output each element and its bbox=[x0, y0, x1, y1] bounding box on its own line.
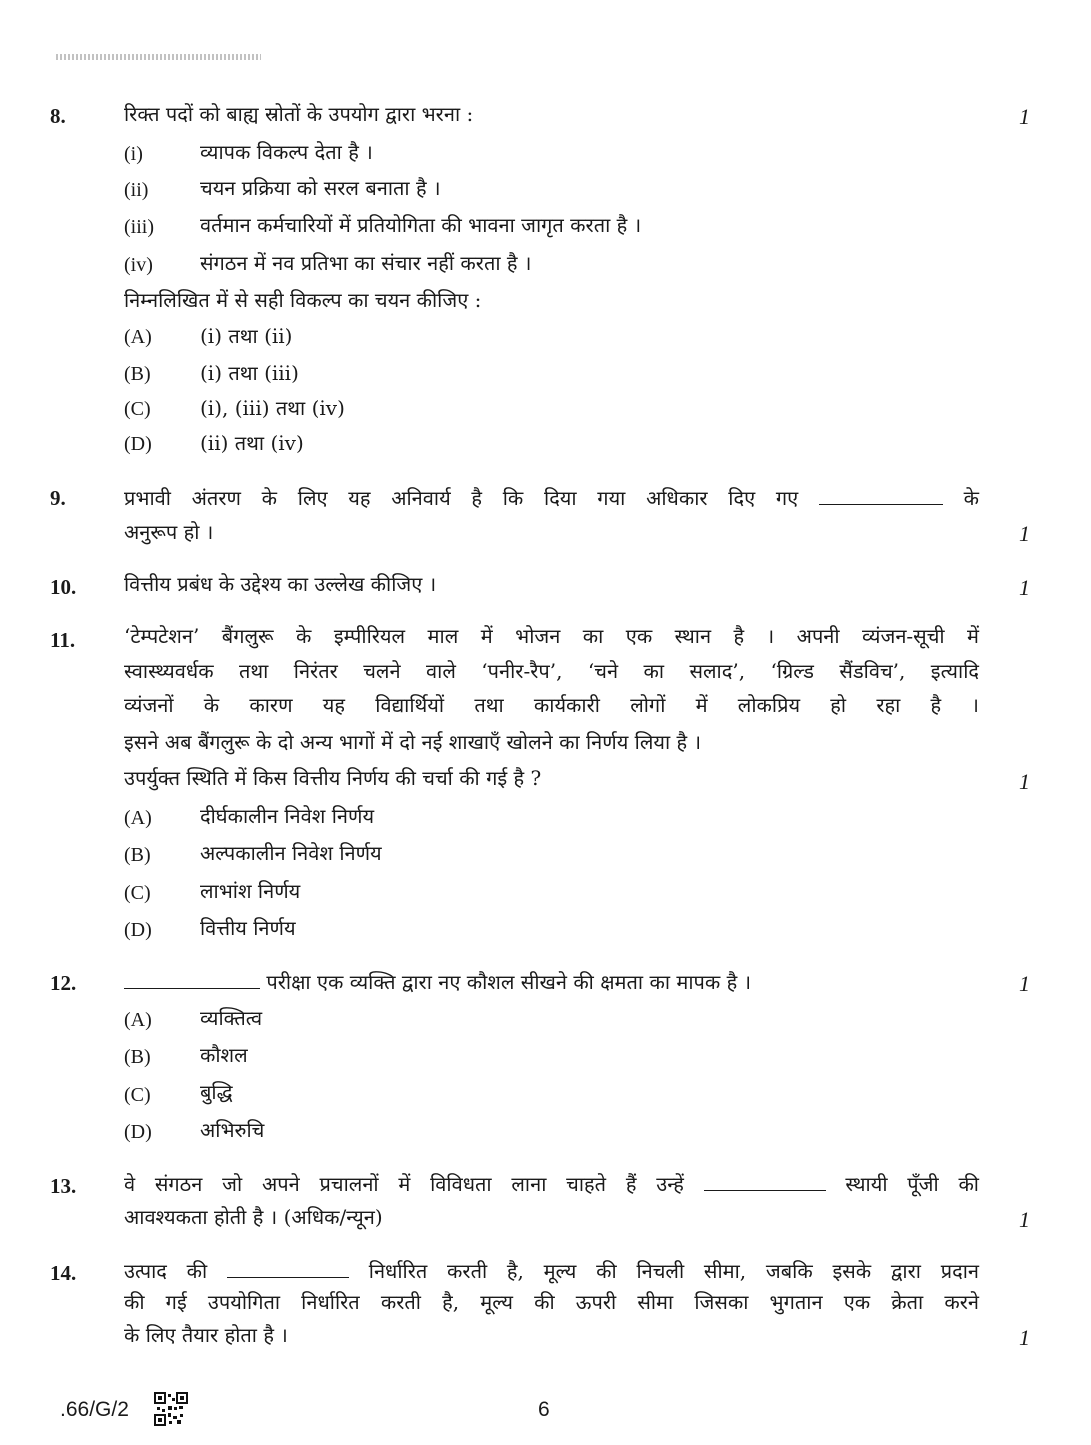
option-text: (i) तथा (ii) bbox=[200, 324, 293, 348]
question-9-text-b: के bbox=[963, 486, 980, 510]
option-label: (B) bbox=[124, 1046, 151, 1068]
option-label: (A) bbox=[124, 326, 152, 348]
fill-in-blank bbox=[124, 970, 260, 989]
question-11-line-2: स्वास्थ्यवर्धक तथा निरंतर चलने वाले ‘पनीर-रैप’, ‘चने का सलाद’, ‘ग्रिल्ड सैंडविच’, इत्यादि bbox=[124, 659, 979, 683]
question-10-number: 10. bbox=[50, 575, 77, 599]
question-13-text-b: स्थायी पूँजी की bbox=[845, 1172, 979, 1196]
question-12-marks: 1 bbox=[1019, 971, 1030, 996]
option-label: (A) bbox=[124, 807, 152, 829]
option-text: (i), (iii) तथा (iv) bbox=[200, 396, 345, 420]
option-text: (ii) तथा (iv) bbox=[200, 431, 304, 455]
question-13-line-1 bbox=[124, 1172, 979, 1194]
question-13-text-a: वे संगठन जो अपने प्रचालनों में विविधता लाना चाहते हैं उन्हें bbox=[124, 1172, 684, 1196]
fill-in-blank bbox=[819, 486, 943, 505]
statement-label: (ii) bbox=[124, 179, 149, 201]
question-13-marks: 1 bbox=[1019, 1207, 1030, 1232]
question-11-question: उपर्युक्त स्थिति में किस वित्तीय निर्णय की चर्चा की गई है ? bbox=[124, 766, 542, 790]
option-text: (i) तथा (iii) bbox=[200, 361, 299, 385]
question-9-number: 9. bbox=[50, 486, 66, 510]
option-label: (B) bbox=[124, 844, 151, 866]
question-10-marks: 1 bbox=[1019, 575, 1030, 600]
question-12-number: 12. bbox=[50, 971, 77, 995]
option-text: व्यक्तित्व bbox=[200, 1006, 263, 1030]
statement-text: व्यापक विकल्प देता है । bbox=[200, 140, 373, 164]
question-8-number: 8. bbox=[50, 104, 66, 128]
header-barcode-strip bbox=[56, 54, 261, 60]
question-14-marks: 1 bbox=[1019, 1325, 1030, 1350]
option-text: अभिरुचि bbox=[200, 1118, 265, 1142]
statement-text: संगठन में नव प्रतिभा का संचार नहीं करता है । bbox=[200, 251, 532, 275]
question-14-text-a: उत्पाद की bbox=[124, 1259, 208, 1283]
question-9-line-1 bbox=[124, 486, 979, 508]
question-11-line-3: व्यंजनों के कारण यह विद्यार्थियों तथा कार्यकारी लोगों में लोकप्रिय हो रहा है । bbox=[124, 693, 979, 717]
question-11-marks: 1 bbox=[1019, 769, 1030, 794]
statement-label: (i) bbox=[124, 143, 143, 165]
statement-label: (iv) bbox=[124, 254, 153, 276]
question-8-text: रिक्त पदों को बाह्य स्रोतों के उपयोग द्वारा भरना : bbox=[124, 102, 474, 126]
question-14-line-2: की गई उपयोगिता निर्धारित करती है, मूल्य की ऊपरी सीमा जिसका भुगतान एक क्रेता करने bbox=[124, 1290, 979, 1314]
question-8-marks: 1 bbox=[1019, 104, 1030, 129]
question-10-text: वित्तीय प्रबंध के उद्देश्य का उल्लेख कीजिए । bbox=[124, 572, 437, 596]
question-9-marks: 1 bbox=[1019, 521, 1030, 546]
fill-in-blank bbox=[227, 1259, 349, 1278]
question-14-text-b: निर्धारित करती है, मूल्य की निचली सीमा, जबकि इसके द्वारा प्रदान bbox=[368, 1259, 979, 1283]
question-12-line bbox=[124, 970, 751, 992]
statement-text: वर्तमान कर्मचारियों में प्रतियोगिता की भावना जागृत करता है । bbox=[200, 213, 642, 237]
question-8-instruction: निम्नलिखित में से सही विकल्प का चयन कीजिए : bbox=[124, 288, 482, 312]
question-14-number: 14. bbox=[50, 1261, 77, 1285]
question-13-line-2: आवश्यकता होती है । (अधिक/न्यून) bbox=[124, 1205, 383, 1229]
paper-code: .66/G/2 bbox=[60, 1398, 129, 1421]
question-9-line-2: अनुरूप हो । bbox=[124, 520, 214, 544]
fill-in-blank bbox=[704, 1172, 826, 1191]
option-label: (C) bbox=[124, 1084, 151, 1106]
option-label: (D) bbox=[124, 433, 152, 455]
option-text: वित्तीय निर्णय bbox=[200, 916, 296, 940]
statement-text: चयन प्रक्रिया को सरल बनाता है । bbox=[200, 176, 441, 200]
option-label: (B) bbox=[124, 363, 151, 385]
question-12-text: परीक्षा एक व्यक्ति द्वारा नए कौशल सीखने की क्षमता का मापक है । bbox=[266, 970, 752, 994]
question-11-number: 11. bbox=[50, 628, 76, 652]
page-number: 6 bbox=[538, 1398, 550, 1421]
question-14-line-1 bbox=[124, 1259, 979, 1281]
question-13-number: 13. bbox=[50, 1174, 77, 1198]
option-text: अल्पकालीन निवेश निर्णय bbox=[200, 841, 382, 865]
qr-code-icon bbox=[154, 1392, 188, 1426]
question-14-line-3: के लिए तैयार होता है । bbox=[124, 1323, 288, 1347]
question-11-line-4: इसने अब बैंगलुरू के दो अन्य भागों में दो नई शाखाएँ खोलने का निर्णय लिया है । bbox=[124, 730, 702, 754]
option-text: कौशल bbox=[200, 1043, 248, 1067]
question-9-text-a: प्रभावी अंतरण के लिए यह अनिवार्य है कि दिया गया अधिकार दिए गए bbox=[124, 486, 799, 510]
option-label: (D) bbox=[124, 1121, 152, 1143]
option-text: बुद्धि bbox=[200, 1080, 233, 1104]
option-text: लाभांश निर्णय bbox=[200, 879, 301, 903]
option-label: (C) bbox=[124, 882, 151, 904]
option-label: (D) bbox=[124, 919, 152, 941]
option-text: दीर्घकालीन निवेश निर्णय bbox=[200, 804, 375, 828]
question-11-line-1: ‘टेम्पटेशन’ बैंगलुरू के इम्पीरियल माल में भोजन का एक स्थान है । अपनी व्यंजन-सूची में bbox=[124, 624, 979, 648]
option-label: (A) bbox=[124, 1009, 152, 1031]
statement-label: (iii) bbox=[124, 216, 154, 238]
option-label: (C) bbox=[124, 398, 151, 420]
